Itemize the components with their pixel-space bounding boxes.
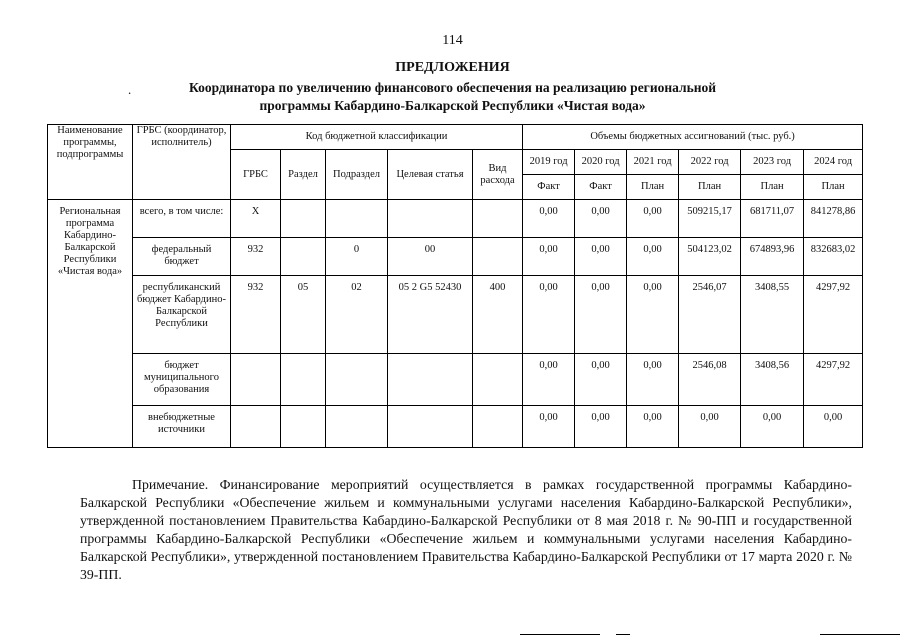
row-expense-type [473, 406, 523, 448]
row-value: 681711,07 [741, 200, 804, 238]
row-value: 509215,17 [679, 200, 741, 238]
table-row [48, 406, 863, 448]
header-volume-group: Объемы бюджетных ассигнований (тыс. руб.) [523, 125, 863, 150]
row-target: 05 2 G5 52430 [388, 276, 473, 354]
header-kind: План [627, 175, 679, 200]
header-year: 2019 год [523, 150, 575, 175]
row-value: 0,00 [627, 406, 679, 448]
note-text: Примечание. Финансирование мероприятий осуществляется в рамках государственной программы Кабардино-Балкарской Республики «Обеспечение жильем и коммунальными услугами населения Кабардино-Балкарской Республики», утвержденной постановлением Правительства Кабардино-Балкарской Республики от 8 мая 2018 г. № 90-ПП и государственной программы Кабардино-Балкарской Республики «Обеспечение жильем и коммунальными услугами населения Кабардино-Балкарской Республики», утвержденной постановлением Правительства Кабардино-Балкарской Республики от 17 марта 2020 г. № 39-ПП. [80, 477, 852, 582]
row-value: 832683,02 [804, 238, 863, 276]
row-value: 0,00 [627, 276, 679, 354]
header-year: 2023 год [741, 150, 804, 175]
header-code-group: Код бюджетной классификации [231, 125, 523, 150]
document-subtitle-line2: программы Кабардино-Балкарской Республики «Чистая вода» [259, 98, 646, 113]
document-subtitle-line1: Координатора по увеличению финансового обеспечения на реализацию региональной [188, 80, 717, 95]
row-target [388, 354, 473, 406]
row-grbs: бюджет муниципального образования [133, 354, 231, 406]
row-value: 2546,08 [679, 354, 741, 406]
row-target [388, 200, 473, 238]
budget-table [47, 124, 863, 448]
row-subsection: 02 [326, 276, 388, 354]
header-expense-type: Вид расхода [473, 150, 523, 200]
row-section [281, 354, 326, 406]
row-value: 0,00 [523, 200, 575, 238]
row-value: 4297,92 [804, 276, 863, 354]
row-grbs: внебюджетные источники [133, 406, 231, 448]
row-value: 0,00 [627, 200, 679, 238]
row-expense-type [473, 238, 523, 276]
table-row [48, 276, 863, 354]
header-subsection: Подраздел [326, 150, 388, 200]
row-grbs-code: 932 [231, 238, 281, 276]
row-value: 0,00 [575, 354, 627, 406]
header-grbs: ГРБС (координатор, исполнитель) [133, 125, 231, 200]
row-value: 0,00 [575, 238, 627, 276]
row-value: 0,00 [523, 354, 575, 406]
row-value: 2546,07 [679, 276, 741, 354]
footer-rule [520, 634, 600, 635]
note-paragraph [80, 476, 852, 584]
row-expense-type: 400 [473, 276, 523, 354]
row-subsection [326, 406, 388, 448]
header-year: 2022 год [679, 150, 741, 175]
row-value: 841278,86 [804, 200, 863, 238]
row-value: 0,00 [523, 406, 575, 448]
row-value: 0,00 [804, 406, 863, 448]
row-expense-type [473, 200, 523, 238]
header-kind: План [679, 175, 741, 200]
header-kind: Факт [575, 175, 627, 200]
row-value: 4297,92 [804, 354, 863, 406]
row-value: 0,00 [679, 406, 741, 448]
row-subsection: 0 [326, 238, 388, 276]
program-name: Региональная программа Кабардино-Балкарской Республики «Чистая вода» [48, 200, 133, 448]
table-header-row [48, 125, 863, 150]
header-kind: План [741, 175, 804, 200]
header-grbs-code: ГРБС [231, 150, 281, 200]
header-kind: План [804, 175, 863, 200]
row-expense-type [473, 354, 523, 406]
row-section [281, 238, 326, 276]
table-row [48, 238, 863, 276]
row-grbs: всего, в том числе: [133, 200, 231, 238]
footer-rule [820, 634, 900, 635]
table-row [48, 354, 863, 406]
bullet-mark: . [128, 82, 132, 97]
row-target [388, 406, 473, 448]
header-target: Целевая статья [388, 150, 473, 200]
row-value: 0,00 [523, 238, 575, 276]
row-value: 504123,02 [679, 238, 741, 276]
row-grbs-code: 932 [231, 276, 281, 354]
row-value: 0,00 [575, 276, 627, 354]
header-name: Наименование программы, подпрограммы [48, 125, 133, 200]
row-value: 3408,55 [741, 276, 804, 354]
table-row [48, 200, 863, 238]
row-value: 3408,56 [741, 354, 804, 406]
row-section [281, 406, 326, 448]
footer-rule [616, 634, 630, 635]
header-section: Раздел [281, 150, 326, 200]
row-value: 0,00 [575, 406, 627, 448]
header-year: 2024 год [804, 150, 863, 175]
row-value: 0,00 [741, 406, 804, 448]
row-subsection [326, 354, 388, 406]
row-grbs: республиканский бюджет Кабардино-Балкарской Республики [133, 276, 231, 354]
row-grbs-code: X [231, 200, 281, 238]
row-grbs-code [231, 354, 281, 406]
header-year: 2020 год [575, 150, 627, 175]
page-number: 114 [442, 33, 463, 48]
row-section: 05 [281, 276, 326, 354]
header-kind: Факт [523, 175, 575, 200]
row-value: 0,00 [575, 200, 627, 238]
row-target: 00 [388, 238, 473, 276]
row-value: 0,00 [627, 354, 679, 406]
row-grbs-code [231, 406, 281, 448]
row-value: 674893,96 [741, 238, 804, 276]
row-value: 0,00 [523, 276, 575, 354]
row-value: 0,00 [627, 238, 679, 276]
document-title: ПРЕДЛОЖЕНИЯ [395, 60, 510, 75]
header-year: 2021 год [627, 150, 679, 175]
row-subsection [326, 200, 388, 238]
row-section [281, 200, 326, 238]
row-grbs: федеральный бюджет [133, 238, 231, 276]
